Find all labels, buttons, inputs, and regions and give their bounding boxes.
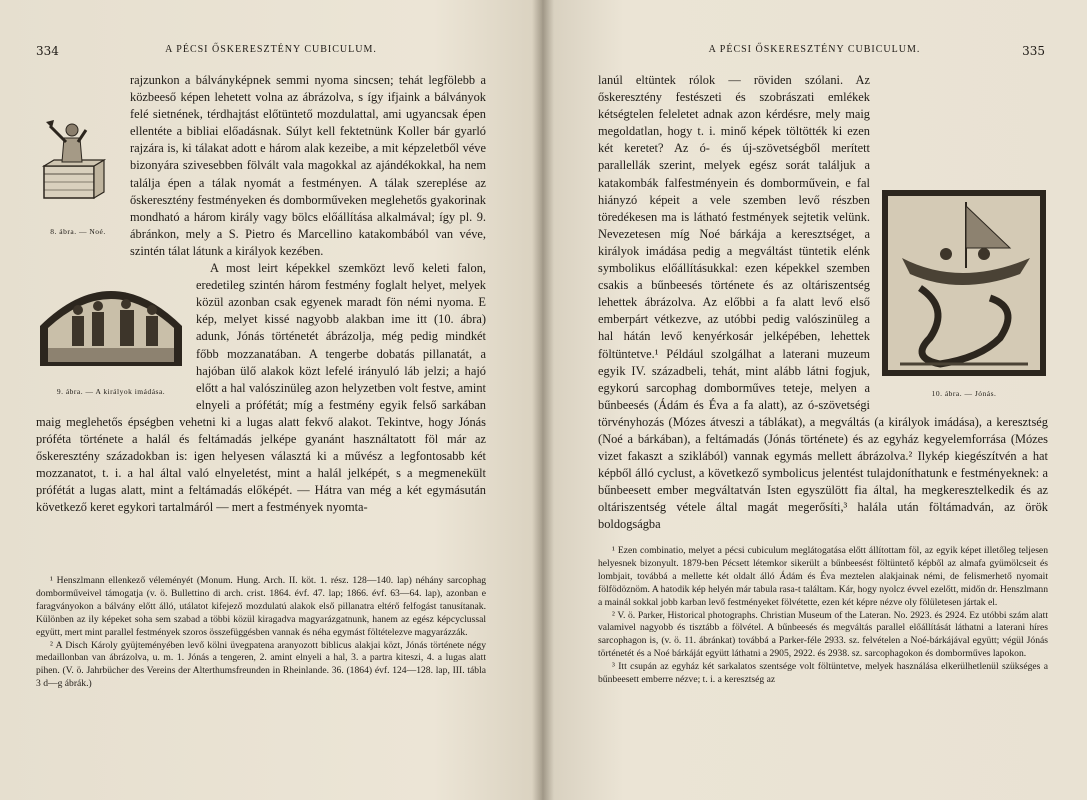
paragraph: lanúl eltüntek rólok — röviden szólani. Az őskeresztény festészeti és szobrászati emlékek kétségtelen feleletet adnak azon kérdésre, mely maig megoldatlan, hogy t. i. minő képek töltötték ki ezen két keretet? Az ó- és új-szövetségből merített parallellák szerint, melyek egész sorát találjuk a katakombák falfestményein és domborművein, e fal hiányzó képeit a vele szemben levő részben töredékesen ma is látható festmények sejtetik velünk. Nevezetesen míg Noé bárkája a keresztséget, a királyok imádása pedig a megváltást tüntetik elénk symbolikus előállításukkal: ezen képekkel szemben csakis a bűnbeesés története és az oltáriszentség lehettek ábrázolva. Az előbbi a fa alatt levő első emberpárt vétkezve, az utóbbi pedig valószinüleg a hal hátán levő kenyérkosár jelképében, lehettek föltüntetve.¹ Például szolgálhat a laterani muzeum egyik IV. századbeli, tehát, mint alább látni fogjuk, egykorú sarcophag domborműves teteje, melyen a bűnbeesés (Ádám és Éva a fa alatt), az ó-szövetségi törvényhozás (Mózes átveszi a táblákat), a megváltás (a királyok imádása), a keresztség (Noé a bárkában), a feltámadás (Jónás története) és az egyház kegyelemforrása (Mózes vizet fakaszt a sziklából) vannak egymás mellett ábrázolva.² Ilykép kiegészítvén a hat képből álló cyclust, a következő symbolicus jelentést tulajdoníthatunk e festményeknek: a bűnbeesett ember megváltatván Isten egyszülött fia által, ha megkeresztelkedik és az oltáriszentség vétele által magát megerősíti,³ halála után föltámadván, az örök boldogságba <box>598 73 1048 532</box>
figure-8-caption: 8. ábra. — Noé. <box>50 227 106 237</box>
figure-9-caption: 9. ábra. — A királyok imádása. <box>56 387 166 397</box>
right-page <box>542 0 1087 800</box>
footnote: ¹ Ezen combinatio, melyet a pécsi cubiculum meglátogatása előtt állítottam föl, az egyik képet illetőleg teljesen helyesnek bizonyult. 1879-ben Pécsett létemkor sikerült a bűnbeesést föltüntető képből az almafa gyümölcseit és lombjait, továbbá a mellette két oldalt álló Ádám és Éva meztelen alakjainak némi, de felismerhető nyomait fölfödöznöm. A hatodik kép helyén már tabula rasa-t találtam. Kár, hogy nyolcz évvel ezelőtt, midőn dr. Henszlmann a mainál sokkal jobb karban levő festményeket fölvétette, ezen két képre nézve oly fölületesen jártak el. <box>598 545 1048 608</box>
left-footnotes <box>36 575 486 691</box>
figure-9-magi <box>36 266 186 400</box>
left-page <box>0 0 542 800</box>
footnote: ¹ Henszlmann ellenkező véleményét (Monum. Hung. Arch. II. köt. 1. rész. 128—140. lap) néhány sarcophag domborműveivel támogatja (v. ö. Bullettino di arch. crist. 1864. évf. 47. lap; 1866. évf. 63—64. lap), azonban e faragványokon a bálvány előtt álló, utálatot kifejező mozdulatú alakok első pillanatra eltérő felfogást tanusítanak. Különben az ily képeket soha sem szabad a többi közül kiragadva magyarázgatnunk, hanem az egész képcyclussal együtt, mert mint parallel festmények szoros összefüggésben vannak és néha egymást föltételezve magyarázzák. <box>36 575 486 638</box>
left-body-text <box>36 72 486 516</box>
footnote: ² A Disch Károly gyüjteményében levő kölni üvegpatena aranyozott biblicus alakjai közt, Jónás története négy medaillonban van ábrázolva, u. m. 1. Jónás a tengeren, 2. amint elnyeli a hal, 3. a partra kiteszi, 4. a lugas alatt pihen. (V. ö. Jahrbücher des Vereins der Alterthumsfreunden in Rheinlande. 36. (1864) évf. 124—128. lap, III. tábla 3 d—g ábrák.) <box>36 639 486 690</box>
magi-fresco-icon <box>36 266 186 376</box>
running-head: A PÉCSI ŐSKERESZTÉNY CUBICULUM. <box>708 44 921 55</box>
paragraph: A most leirt képekkel szemközt levő keleti falon, eredetileg szintén három festmény foglalt helyet, melyek közül azonban csak egyenek maradt fön némi nyoma. E kép, melyet kissé nagyobb alakban ime itt (10. ábra) adunk, Jónás történetét ábrázolja, még pedig mindkét főbb mozzanatában. A tengerbe dobatás pillanatát, a hajóban ülő alakok közt lefelé irányuló láb jelzi; a hajó előtt a hal valószinüleg azon helyzetben volt festve, amint elnyeli a prófétát; míg a festmény egyik felső sarkában maig meglehetős épségben vehetni ki a lugas alatt fekvő alakot. Tekintve, hogy Jónás próféta története a halál és feltámadás jelképe gyanánt használtatott föl már az őskeresztény századokban is: igen helyesen választá ki a művész a legfontosabb két mozzanatot, t. i. a hal által való elnyeletést, mint a halál jelképét, s a megmenekült prófétát a lugas alatt, mint a feltámadás előképét. — Hátra van még a két egymásután következő keret egykori tartalmáról — mert a festmények nyomta- <box>36 261 486 515</box>
paragraph: rajzunkon a bálványképnek semmi nyoma sincsen; tehát legfölebb a közbeeső képen lehetett volna az ábrázolva, s így ifjaink a bálványok felé sietnének, térdhajtást előtüntető mozdulattal, ami ugyancsak épen ellentéte a bibliai előadásnak. Súlyt kell fektetnünk Koller bár gyarló rajzára is, ki tálakat adott e három alak kezeibe, a mit képzeletből véve bizonyára szivesebben fölvált vala magokkal az ajándékokkal, ha nem találja épen a tálak nyomát a festményen. A tálak szereplése az őskeresztény festményeken és domborműveken meglehetős gyakorinak mondható a három király vagy bölcs előállítása alkalmával; így pl. 9. ábránkon, mely a S. Pietro és Marcellino katakombából van véve, szintén tálat látunk a királyok kezében. <box>130 73 486 258</box>
footnote: ² V. ö. Parker, Historical photographs. Christian Museum of the Lateran. No. 2923. és 2924. Ez utóbbi szám alatt valamivel nagyobb és tisztább a fölvétel. A bűnbeesés és megváltás parallel előállítását láthatni a laterani híres sarcophagon is, (v. ö. 11. ábránkat) továbbá a Parker-féle 2933. sz. felvételen a Noé-bárkájával együtt; végül Jónás történetét és a Noé bárkáját együtt láthatni a 2905, 2922. és 2938. sz. sarcophagokon és domborműves lapokon. <box>598 609 1048 660</box>
figure-10-jonah <box>880 188 1048 402</box>
running-head: A PÉCSI ŐSKERESZTÉNY CUBICULUM. <box>165 44 377 55</box>
right-body-text <box>598 72 1048 534</box>
noah-ark-icon <box>36 116 120 216</box>
figure-8-noah <box>36 116 120 240</box>
footnote: ³ Itt csupán az egyház két sarkalatos szentsége volt föltüntetve, melyek használása elkerülhetlenül szükséges a bűnbeesett emberre nézve; t. i. a keresztség az <box>598 661 1048 686</box>
right-footnotes <box>598 545 1048 687</box>
book-gutter <box>532 0 554 800</box>
figure-10-caption: 10. ábra. — Jónás. <box>931 389 997 399</box>
page-number: 335 <box>1022 44 1045 58</box>
jonah-fresco-icon <box>880 188 1048 378</box>
page-number: 334 <box>36 44 59 58</box>
